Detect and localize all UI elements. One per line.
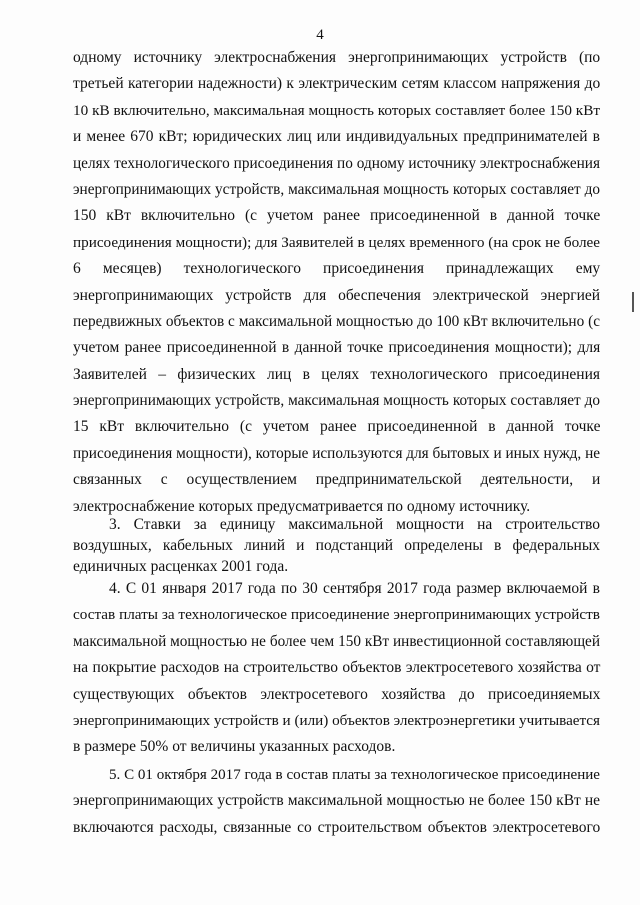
text-line: 4. С 01 января 2017 года по 30 сентября 2017 года размер включаемой в	[109, 580, 600, 597]
text-line: 6 месяцев) технологического присоединения принадлежащих ему	[73, 260, 601, 278]
text-line: состав платы за технологическое присоединение энергопринимающих устройств	[73, 606, 600, 624]
text-line: и менее 670 кВт; юридических лиц или индивидуальных предпринимателей в	[73, 128, 600, 146]
text-line: существующих объектов электросетевого хозяйства до присоединяемых	[73, 685, 601, 703]
text-line: 10 кВ включительно, максимальная мощность которых составляет более 150 кВт	[73, 101, 600, 119]
text-line: 15 кВт включительно (с учетом ранее присоединенной в данной точке	[73, 418, 601, 436]
text-line: максимальной мощностью не более чем 150 кВт инвестиционной составляющей	[73, 632, 600, 650]
text-line: Заявителей – физических лиц в целях технологического присоединения	[73, 365, 600, 383]
scan-edge-mark	[632, 292, 634, 312]
text-line: передвижных объектов с максимальной мощностью до 100 кВт включительно (с	[73, 312, 600, 330]
text-line: электроснабжение которых предусматривается по одному источнику.	[73, 497, 531, 515]
text-line: 150 кВт включительно (с учетом ранее присоединенной в данной точке	[73, 207, 601, 225]
text-line: энергопринимающих устройств, максимальная мощность которых составляет до	[73, 392, 600, 410]
paragraph-4	[73, 576, 600, 761]
text-line: связанных с осуществлением предпринимательской деятельности, и	[73, 471, 601, 489]
text-line: присоединения мощности), которые используются для бытовых и иных нужд, не	[73, 444, 600, 462]
text-line: энергопринимающих устройств и (или) объектов электроэнергетики учитывается	[73, 711, 600, 729]
text-line: 5. С 01 октября 2017 года в состав платы за технологическое присоединение	[109, 767, 600, 783]
text-line: на покрытие расходов на строительство объектов электросетевого хозяйства от	[73, 659, 601, 677]
text-line: воздушных, кабельных линий и подстанций определены в федеральных	[73, 537, 600, 554]
text-line: единичных расценках 2001 года.	[73, 558, 289, 575]
text-line: энергопринимающих устройств, максимальная мощность которых составляет до	[73, 180, 600, 198]
text-line: в размере 50% от величины указанных расходов.	[73, 738, 396, 756]
paragraph-3	[73, 514, 600, 577]
text-line: включаются расходы, связанные со строительством объектов электросетевого	[73, 818, 601, 836]
text-line: энергопринимающих устройств максимальной мощностью не более 150 кВт не	[73, 792, 600, 810]
text-line: целях технологического присоединения по одному источнику электроснабжения	[73, 154, 600, 172]
text-line: одному источнику электроснабжения энергопринимающих устройств (по	[73, 49, 601, 66]
paragraph-5	[73, 762, 600, 841]
text-line: 3. Ставки за единицу максимальной мощности на строительство	[109, 516, 600, 533]
text-line: энергопринимающих устройств для обеспечения электрической энергией	[73, 286, 601, 304]
text-line: третьей категории надежности) к электрическим сетям классом напряжения до	[73, 75, 601, 93]
text-line: присоединения мощности); для Заявителей в целях временного (на срок не более	[73, 233, 600, 251]
page-number: 4	[316, 27, 324, 43]
paragraph-continuation	[73, 45, 600, 520]
text-line: учетом ранее присоединенной в данной точке присоединения мощности); для	[73, 339, 601, 357]
